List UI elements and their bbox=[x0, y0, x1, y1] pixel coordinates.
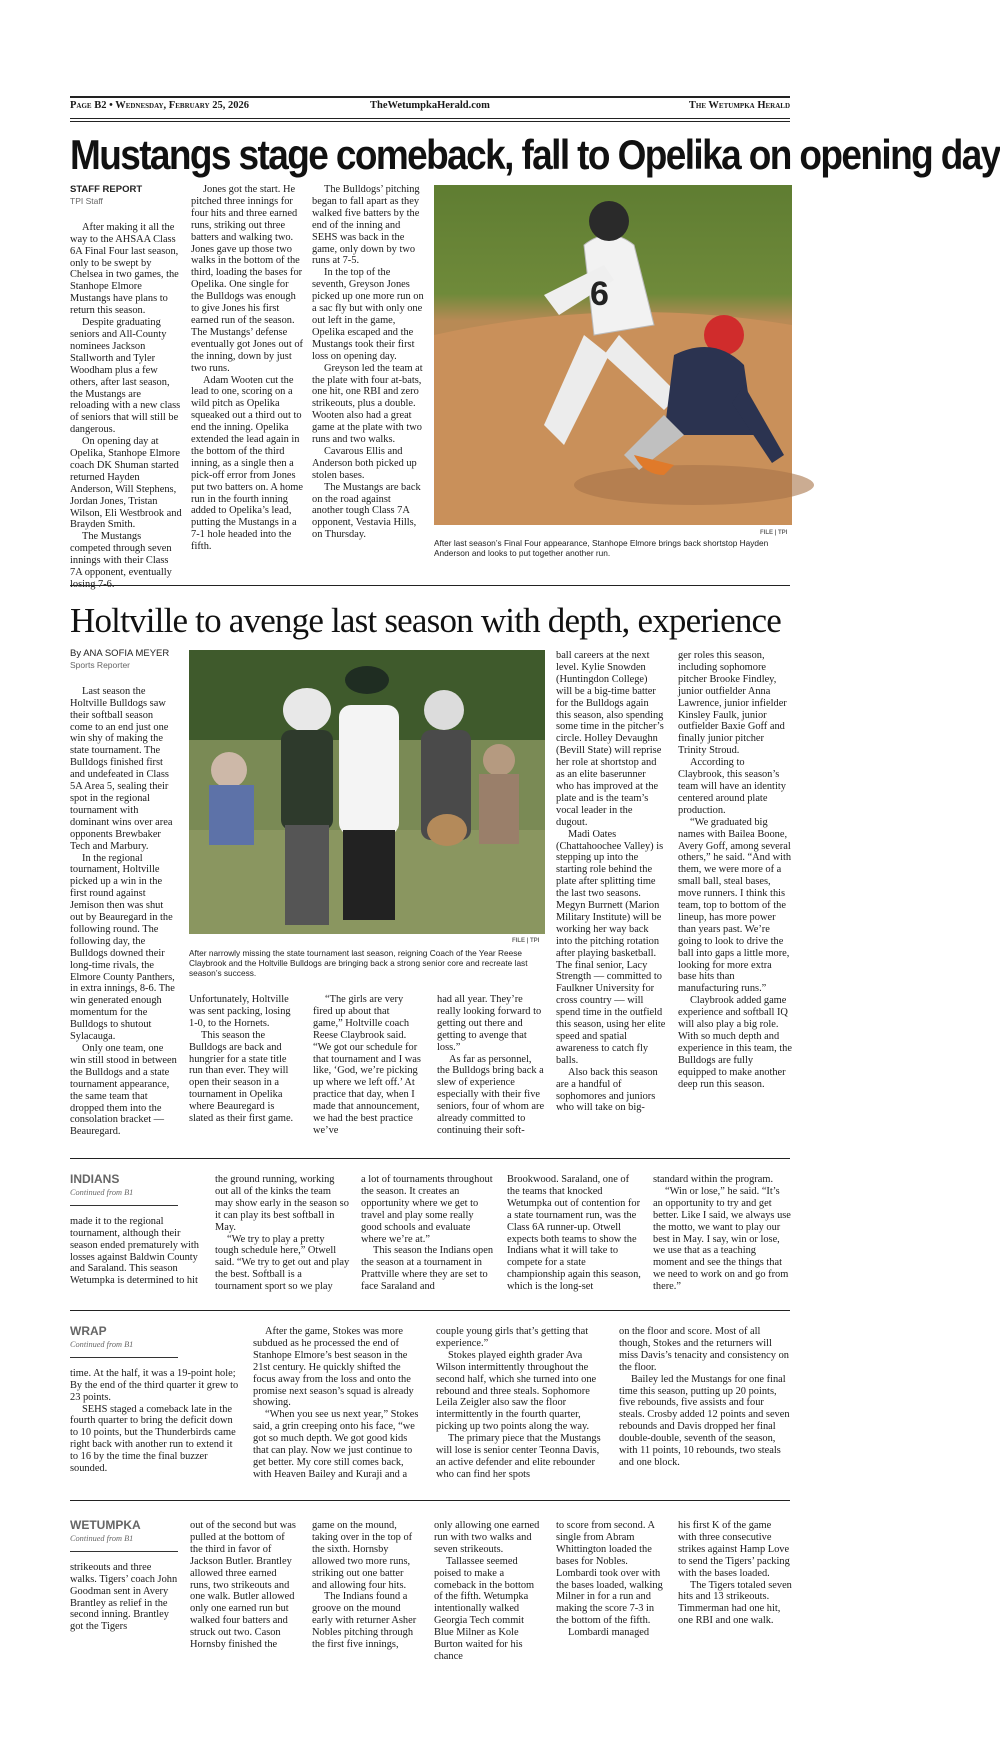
paragraph: “We try to play a pretty tough schedule here,” Otwell said. “We try to get out and play the best. Softball is a tournament sport so we play bbox=[215, 1233, 350, 1293]
paragraph: Lombardi managed bbox=[568, 1627, 650, 1639]
story1-col3 bbox=[312, 184, 424, 541]
paragraph: to score from second. A single from Abram Whittington loaded the bases for Nobles. Lombardi took over with the bases loaded, walking Milner in for a run and making the score 7-3 in the bottom of the fifth. bbox=[556, 1520, 663, 1627]
wrap-col4 bbox=[619, 1326, 792, 1469]
story2-caption: After narrowly missing the state tournament last season, reigning Coach of the Year Reese Claybrook and the Holtville Bulldogs are bringing back a strong senior core and recreate last season’s success. bbox=[189, 948, 528, 978]
paragraph: The primary piece that the Mustangs will lose is senior center Teonna Davis, an active defender and elite rebounder who can find her spots bbox=[436, 1433, 601, 1480]
paragraph: The Bulldogs’ pitching began to fall apart as they walked five batters by the end of the inning and SEHS was back in the game, only down by two runs at 7-5. bbox=[312, 184, 420, 267]
section-divider bbox=[70, 1310, 790, 1311]
story2-photo bbox=[189, 650, 545, 934]
wetumpka-col1 bbox=[70, 1520, 180, 1633]
paragraph: As far as personnel, the Bulldogs bring back a slew of experience especially with their five seniors, four of whom are already committed to continuing their soft- bbox=[437, 1053, 545, 1136]
story1-byline-role: TPI Staff bbox=[70, 195, 103, 206]
paragraph: only allowing one earned run with two walks and seven strikeouts. bbox=[434, 1520, 540, 1555]
jump-rule bbox=[70, 1205, 178, 1206]
indians-continued: Continued from B1 bbox=[70, 1187, 134, 1197]
story1-caption: After last season’s Final Four appearance, Stanhope Elmore brings back shortstop Hayden Anderson and looks to put together another run. bbox=[434, 538, 769, 558]
indians-jump-title: INDIANS bbox=[70, 1172, 120, 1186]
story1-photo bbox=[434, 185, 792, 525]
paragraph: couple young girls that’s getting that experience.” bbox=[436, 1326, 589, 1349]
wrap-col1 bbox=[70, 1326, 240, 1475]
jump-rule bbox=[70, 1551, 178, 1552]
paragraph: Tallassee seemed poised to make a comeback in the bottom of the fifth. Wetumpka intentionally walked Georgia Tech commit Blue Milner as Kole Burton waited for his chance bbox=[434, 1555, 535, 1662]
paragraph: made it to the regional tournament, although their season ended prematurely with losses against Baldwin County and Saraland. This season Wetumpka is determined to hit bbox=[70, 1215, 199, 1287]
paragraph: “When you see us next year,” Stokes said, a grin creeping onto his face, “we got so much depth. We got good kids that can play. Now we just continue to get better. My core still comes back, with Heaven Bailey and Kuraji and a bbox=[253, 1409, 419, 1480]
story2-col3 bbox=[313, 994, 421, 1137]
story1-col2 bbox=[191, 184, 303, 553]
indians-col1 bbox=[70, 1174, 205, 1287]
paragraph: Brookwood. Saraland, one of the teams that knocked Wetumpka out of contention for a state tournament run, was the Class 6A runner-up. Otwell expects both teams to show the Indians what it will take to compete for a state championship again this season, which is the long-set bbox=[507, 1174, 641, 1293]
indians-col4 bbox=[507, 1174, 642, 1293]
paragraph: “Win or lose,” he said. “It’s an opportunity to try and get better. Like I said, we always use the motto, we want to play our best in May. I say, win or lose, we use that as a teaching moment and see the things that we need to work on and go from there.” bbox=[653, 1185, 791, 1293]
story2-photo-credit: FILE | TPI bbox=[512, 938, 540, 944]
paragraph: the ground running, working out all of the kinks the team may show early in the season so it can play its best softball in May. bbox=[215, 1174, 349, 1233]
paragraph: In the top of the seventh, Greyson Jones picked up one more run on a sac fly but with only one out left in the game, Opelika escaped and the Mustangs took their first loss on opening day. bbox=[312, 267, 424, 362]
paragraph: on the floor and score. Most of all though, Stokes and the returners will miss Davis’s tenacity and consistency on the floor. bbox=[619, 1326, 789, 1373]
story2-col2 bbox=[189, 994, 297, 1125]
paragraph: Last season the Holtville Bulldogs saw their softball season come to an end just one win shy of making the state tournament. The Bulldogs finished first and undefeated in Class 5A Area 5, sealing their spot in the regional tournament with dominant wins over area opponents Brewbaker Tech and Marbury. bbox=[70, 685, 173, 852]
paragraph: had all year. They’re really looking forward to getting out there and getting to avenge that loss.” bbox=[437, 994, 542, 1053]
paragraph: ball careers at the next level. Kylie Snowden (Huntingdon College) will be a big-time batter for the Bulldogs again this season, also spending some time in the pitcher’s circle. Holley Devaughn (Bevill State) will reprise her role at shortstop and as an elite baserunner who has improved at the plate and is the team’s vocal leader in the dugout. bbox=[556, 650, 664, 828]
wetumpka-col4 bbox=[434, 1520, 542, 1663]
paragraph: Madi Oates (Chattahoochee Valley) is stepping up into the starting role behind the plate after splitting time the last two seasons. Megyn Burrnett (Marion Military Institute) will be working her way back into the pitching rotation after playing basketball. The final senior, Lacy Strength — committed to Faulkner University for cross country — will spend time in the outfield this season, using her elite speed and spatial awareness to catch fly balls. bbox=[556, 828, 666, 1066]
wrap-jump-title: WRAP bbox=[70, 1324, 107, 1338]
paragraph: The Indians found a groove on the mound early with returner Asher Nobles pitching through the first five innings, bbox=[312, 1591, 417, 1651]
paragraph: Adam Wooten cut the lead to one, scoring on a wild pitch as Opelika squeaked out a third out to end the inning. Opelika extended the lead again in the bottom of the third inning, as a single then a pick-off error from Jones put two batters on. A home run in the fourth inning added to Opelika’s lead, putting the Mustangs in a 7-1 hole headed into the fifth. bbox=[191, 374, 303, 553]
section-divider bbox=[70, 1158, 790, 1159]
story2-byline: By ANA SOFIA MEYER bbox=[70, 648, 170, 659]
wetumpka-col6 bbox=[678, 1520, 792, 1627]
paragraph: time. At the half, it was a 19-point hole; By the end of the third quarter it grew to 23 points. bbox=[70, 1367, 239, 1403]
jump-rule bbox=[70, 1357, 178, 1358]
wetumpka-col2 bbox=[190, 1520, 298, 1651]
paragraph: Greyson led the team at the plate with four at-bats, one hit, one RBI and zero strikeouts, plus a double. Wooten also had a great game at the plate with two runs and two walks. bbox=[312, 362, 423, 446]
paragraph: In the regional tournament, Holtville picked up a win in the first round against Jemison then was shut out by Beauregard in the following round. The following day, the Bulldogs downed their long-time rivals, the Elmore County Panthers, in extra innings, 8-6. The win generated enough momentum for the Bulldogs to shutout Sylacauga. bbox=[70, 852, 175, 1043]
paragraph: According to Claybrook, this season’s team will have an identity centered around plate production. bbox=[678, 757, 786, 816]
paragraph: Claybrook added game experience and softball IQ will also play a big role. With so much depth and experience in this team, the Bulldogs are fully equipped to make another deep run this season. bbox=[678, 995, 792, 1090]
paragraph: The Mustangs are back on the road against another tough Class 7A opponent, Vestavia Hills, on Thursday. bbox=[312, 481, 421, 541]
indians-col2 bbox=[215, 1174, 350, 1293]
story2-byline-role: Sports Reporter bbox=[70, 659, 130, 670]
section-divider bbox=[70, 1500, 790, 1501]
story1-photo-credit: FILE | TPI bbox=[760, 530, 788, 536]
story1-col1 bbox=[70, 184, 182, 591]
story2-col4a bbox=[437, 994, 545, 1137]
masthead-top-rule bbox=[70, 96, 790, 98]
wetumpka-col3 bbox=[312, 1520, 420, 1651]
story2-col5 bbox=[678, 650, 792, 1091]
paragraph: “We graduated big names with Bailea Boone, Avery Goff, among several others,” he said. “And with them, we were more of a small ball, steal bases, move runners. I think this team, top to bottom of the lineup, has more power than years past. We’re going to look to drive the ball into gaps a little more, looking for more extra base hits than manufacturing runs.” bbox=[678, 816, 792, 995]
paragraph: Jones got the start. He pitched three innings for four hits and three earned runs, striking out three batters and walking two. Jones gave up those two walks in the bottom of the third, loading the bases for Opelika. One single for the Bulldogs was enough to give Jones his first earned run of the season. The Mustangs’ defense eventually got Jones out of the inning, down by just two runs. bbox=[191, 184, 303, 374]
paragraph: out of the second but was pulled at the bottom of the third in favor of Jackson Butler. Brantley allowed three earned runs, two strikeouts and one walk. Butler allowed only one earned run but walked four batters and struck out two. Cason Hornsby finished the bbox=[190, 1520, 296, 1651]
paragraph: standard within the program. bbox=[653, 1174, 774, 1185]
wetumpka-jump-title: WETUMPKA bbox=[70, 1518, 141, 1532]
paragraph: The Tigers totaled seven hits and 13 strikeouts. Timmerman had one hit, one RBI and one walk. bbox=[678, 1579, 792, 1627]
story1-headline: Mustangs stage comeback, fall to Opelika on opening day bbox=[70, 132, 1000, 179]
wetumpka-col5 bbox=[556, 1520, 664, 1639]
paragraph: strikeouts and three walks. Tigers’ coach John Goodman sent in Avery Brantley as relief in the second inning. Brantley got the Tigers bbox=[70, 1561, 178, 1633]
section-divider bbox=[70, 585, 790, 586]
paragraph: Despite graduating seniors and All-County nominees Jackson Stallworth and Tyler Woodham plus a few others, after last season, the Mustangs are reloading with a new class of seniors that will still be dangerous. bbox=[70, 317, 181, 436]
paragraph: Bailey led the Mustangs for one final time this season, putting up 20 points, five rebounds, five assists and four steals. Crosby added 12 points and seven rebounds and Davis dropped her final double-double, seventh of the season, with 11 points, 10 rebounds, two steals and one block. bbox=[619, 1373, 790, 1468]
paragraph: On opening day at Opelika, Stanhope Elmore coach DK Shuman started returned Hayden Anderson, Will Stephens, Jordan Jones, Tristan Wilson, Eli Westbrook and Brayden Smith. bbox=[70, 436, 182, 531]
paragraph: The Mustangs competed through seven innings with their Class 7A opponent, eventually bbox=[70, 531, 172, 579]
paragraph: Only one team, one win still stood in between the Bulldogs and a state tournament appearance, the same team that dropped them into the consolation bracket — Beauregard. bbox=[70, 1043, 177, 1138]
wrap-col2 bbox=[253, 1326, 423, 1481]
paragraph: This season the Bulldogs are back and hungrier for a state title run than ever. They will open their season in a tournament in Opelika where Beauregard is slated as their first game. bbox=[189, 1029, 294, 1125]
paragraph: Also back this season are a handful of sophomores and juniors who will take on big- bbox=[556, 1066, 658, 1114]
page-date: Page B2 • Wednesday, February 25, 2026 bbox=[70, 100, 249, 111]
baseball-slide-photo bbox=[434, 185, 792, 525]
paragraph: After making it all the way to the AHSAA Class 6A Final Four last season, only to be swept by Chelsea in two games, the Stanhope Elmore Mustangs have plans to return this season. bbox=[70, 221, 179, 317]
paragraph: his first K of the game with three consecutive strikes against Hamp Love to send the Tigers’ packing with the bases loaded. bbox=[678, 1520, 790, 1579]
masthead-bottom-rule-2 bbox=[70, 121, 790, 122]
jersey-number: 6 bbox=[590, 275, 609, 313]
paragraph: a lot of tournaments throughout the season. It creates an opportunity where we get to travel and play some really good schools and evaluate where we’re at.” bbox=[361, 1174, 493, 1245]
paragraph: ger roles this season, including sophomore pitcher Brooke Findley, junior outfielder Anna Lawrence, junior infielder Kinsley Faulk, junior outfielder Baxie Goff and finally junior pitcher Trinity Stroud. bbox=[678, 650, 787, 757]
paragraph: Cavarous Ellis and Anderson both picked up stolen bases. bbox=[312, 445, 417, 481]
wrap-col3 bbox=[436, 1326, 606, 1481]
paragraph: After the game, Stokes was more subdued as he processed the end of Stanhope Elmore’s best season in the 21st century. He quickly shifted the focus away from the loss and onto the promise next season’s squad is already showing. bbox=[253, 1326, 414, 1409]
masthead-bottom-rule bbox=[70, 118, 790, 119]
paragraph: This season the Indians open the season at a tournament in Prattville where they are set to face Saraland and bbox=[361, 1245, 494, 1293]
softball-coach-photo bbox=[189, 650, 545, 934]
story2-headline: Holtville to avenge last season with depth, experience bbox=[70, 601, 782, 640]
paragraph: game on the mound, taking over in the top of the sixth. Hornsby allowed two more runs, striking out one batter and allowing four hits. bbox=[312, 1520, 413, 1591]
story2-col1 bbox=[70, 648, 178, 1138]
wrap-continued: Continued from B1 bbox=[70, 1339, 134, 1349]
story1-byline: STAFF REPORT bbox=[70, 184, 143, 195]
story2-col4 bbox=[556, 650, 666, 1114]
site-url[interactable]: TheWetumpkaHerald.com bbox=[370, 100, 490, 111]
paragraph: Unfortunately, Holtville was sent packing, losing 1-0, to the Hornets. bbox=[189, 994, 291, 1029]
paper-name: The Wetumpka Herald bbox=[688, 100, 790, 111]
paragraph: “The girls are very fired up about that game,” Holtville coach Reese Claybrook said. “We got our schedule for that tournament and I was like, ‘God, we’re picking up where we left off.’ At practice that day, when I made that announcement, we had the best practice we’ve bbox=[313, 994, 421, 1136]
indians-col3 bbox=[361, 1174, 496, 1293]
wetumpka-continued: Continued from B1 bbox=[70, 1533, 134, 1543]
paragraph: Stokes played eighth grader Ava Wilson intermittently throughout the second half, which she turned into one rebound and three steals. Sophomore Leila Zeigler also saw the floor intermittently in the fourth quarter, picking up two points along the way. bbox=[436, 1349, 597, 1433]
masthead bbox=[70, 100, 790, 114]
paragraph: SEHS staged a comeback late in the fourth quarter to bring the deficit down to 10 points, but the Thunderbirds came right back with another run to extend it to 16 by the time the final buzzer sounded. bbox=[70, 1403, 236, 1475]
indians-col5 bbox=[653, 1174, 792, 1293]
